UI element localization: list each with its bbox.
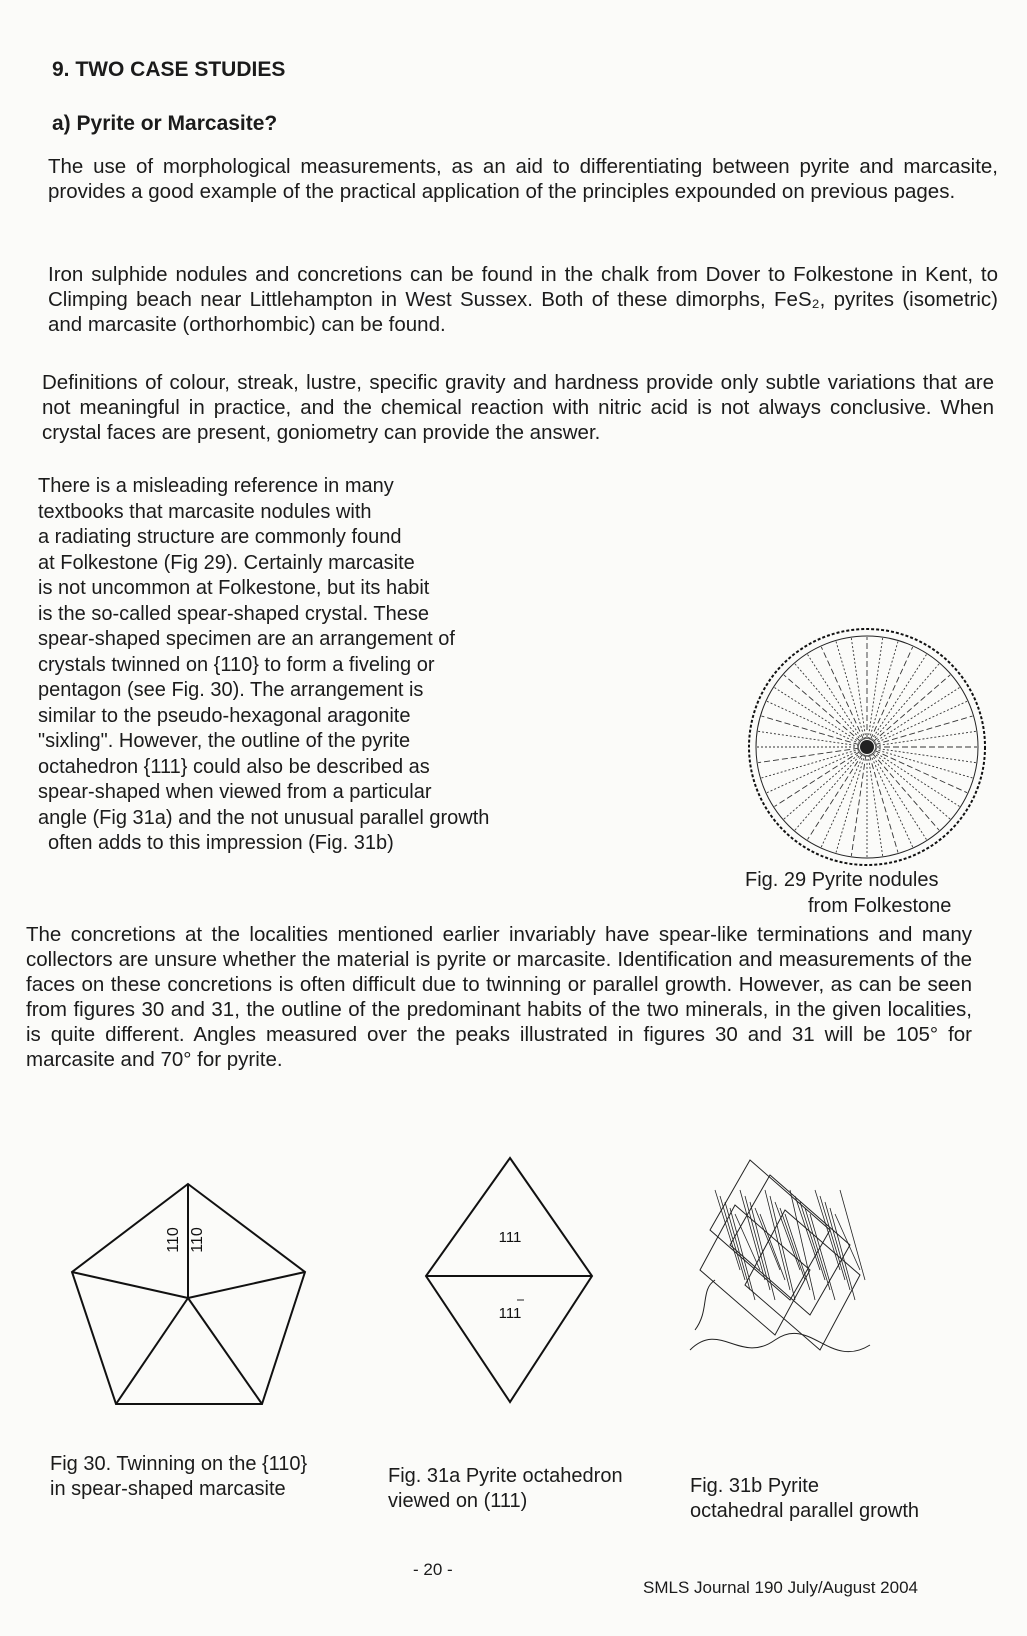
nodule-center	[860, 740, 874, 754]
paragraph-localities: Iron sulphide nodules and concretions can be found in the chalk from Dover to Folkestone in Kent, to Climping beach near Littlehampton in West Sussex. Both of these dimorphs, FeS₂, pyrites (isometric) and marcasite (orthorhombic) can be found.	[48, 263, 998, 336]
hatch-line	[770, 1196, 795, 1300]
text-line: a radiating structure are commonly found	[38, 526, 402, 548]
hatch-line	[810, 1214, 835, 1300]
hatch-line	[840, 1190, 865, 1280]
fig31b-parallel-growth-drawing	[680, 1150, 880, 1380]
nodule-ray	[774, 751, 860, 806]
twin-line	[188, 1298, 262, 1404]
fig30-pentagon-drawing	[60, 1170, 320, 1420]
nodule-ray	[761, 716, 859, 745]
text-line: textbooks that marcasite nodules with	[38, 500, 372, 523]
text-line: pentagon (see Fig. 30). The arrangement is	[38, 679, 424, 701]
hatch-line	[835, 1214, 860, 1270]
text-line: octahedron {111} could also be described as	[38, 755, 430, 778]
nodule-ray	[875, 731, 976, 746]
page-number: - 20 -	[413, 1560, 453, 1579]
hatch-line	[830, 1208, 855, 1300]
hatch-line	[730, 1208, 755, 1300]
text-line: is not uncommon at Folkestone, but its habit	[38, 577, 430, 599]
nodule-ray	[784, 752, 861, 819]
nodule-ray	[808, 754, 863, 840]
nodule-ray	[873, 675, 950, 742]
text-line: crystals twinned on {110} to form a fiveling or	[38, 653, 435, 676]
fig30-caption	[50, 1452, 307, 1502]
nodule-ray	[869, 641, 898, 739]
paragraph-concretions: The concretions at the localities mentioned earlier invariably have spear-like terminations and many collectors are unsure whether the material is pyrite or marcasite. Identification and measurements of the faces on these concretions is often difficult due to twinning or parallel growth. However, as can be seen from figures 30 and 31, the outline of the predominant habits of the two minerals, in the given localities, is quite different. Angles measured over the peaks illustrated in figures 30 and 31 will be 105° for marcasite and 70° for pyrite.	[26, 923, 972, 1071]
matrix-sketch	[695, 1280, 715, 1330]
paragraph-misleading-reference	[38, 474, 543, 857]
nodule-ray	[873, 752, 950, 819]
fig29-caption-line1: Fig. 29 Pyrite nodules	[745, 869, 939, 891]
nodule-ray	[851, 755, 866, 856]
hatch-line	[780, 1208, 805, 1280]
nodule-ray	[795, 664, 862, 741]
fig31a-caption	[388, 1464, 623, 1514]
nodule-ray	[871, 754, 926, 840]
text-line: angle (Fig 31a) and the not unusual parallel growth	[38, 806, 490, 829]
paragraph-intro: The use of morphological measurements, as an aid to differentiating between pyrite and marcasite, provides a good example of the practical application of the principles expounded on previous pages.	[48, 155, 998, 203]
paragraph-definitions: Definitions of colour, streak, lustre, specific gravity and hardness provide only subtle variations that are not meaningful in practice, and the chemical reaction with nitric acid is not always conclusive. When crystal faces are present, goniometry can provide the answer.	[42, 371, 994, 444]
nodule-ray	[758, 748, 859, 763]
fig30-label-left: 110	[165, 1227, 182, 1253]
hatch-line	[755, 1208, 780, 1270]
hatch-line	[735, 1214, 760, 1270]
nodule-ray	[761, 749, 859, 778]
octahedron-outline	[426, 1158, 592, 1402]
fig30-caption-line1: Fig 30. Twinning on the {110}	[50, 1453, 308, 1475]
nodule-ray	[758, 731, 859, 746]
nodule-ray	[836, 641, 865, 739]
fig31b-caption-line2: octahedral parallel growth	[690, 1500, 920, 1522]
fig30-caption-line2: in spear-shaped marcasite	[50, 1478, 286, 1500]
text-line: There is a misleading reference in many	[38, 475, 394, 497]
text-line: spear-shaped when viewed from a particular	[38, 781, 432, 803]
text-line: "sixling". However, the outline of the pyrite	[38, 730, 411, 752]
nodule-ray	[875, 716, 973, 745]
hatch-line	[825, 1202, 850, 1290]
nodule-ray	[868, 638, 883, 739]
section-heading: 9. TWO CASE STUDIES	[52, 58, 286, 81]
nodule-ray	[821, 647, 863, 740]
fig29-caption-line2: from Folkestone	[808, 895, 952, 917]
nodule-ray	[784, 675, 861, 742]
subsection-heading: a) Pyrite or Marcasite?	[52, 112, 278, 135]
text-line: spear-shaped specimen are an arrangement of	[38, 628, 455, 650]
nodule-ray	[875, 748, 976, 763]
text-line: is the so-called spear-shaped crystal. These	[38, 602, 429, 625]
fig29-nodule-drawing	[740, 620, 994, 874]
nodule-ray	[774, 688, 860, 743]
text-line: similar to the pseudo-hexagonal aragonite	[38, 704, 411, 727]
nodule-ray	[874, 751, 960, 806]
matrix-sketch	[690, 1333, 870, 1351]
nodule-ray	[869, 755, 898, 853]
nodule-ray	[872, 753, 939, 830]
nodule-ray	[872, 664, 939, 741]
hatching	[715, 1190, 865, 1300]
nodule-ray	[874, 750, 967, 792]
nodule-ray	[851, 638, 866, 739]
nodule-ray	[871, 654, 926, 740]
nodule-ray	[868, 755, 883, 856]
twin-line	[188, 1272, 305, 1298]
nodule-ray	[874, 688, 960, 743]
journal-footer: SMLS Journal 190 July/August 2004	[643, 1578, 919, 1597]
text-line: at Folkestone (Fig 29). Certainly marcasite	[38, 551, 415, 574]
hatch-line	[750, 1202, 775, 1300]
nodule-ray	[808, 654, 863, 740]
fig31a-label-bottom: 111	[498, 1305, 522, 1322]
twin-line	[116, 1298, 188, 1404]
fig31a-label-top: 111	[498, 1229, 522, 1246]
hatch-line	[760, 1214, 785, 1280]
twin-line	[72, 1272, 188, 1298]
fig31b-caption	[690, 1474, 919, 1524]
fig30-label-right: 110	[189, 1227, 206, 1253]
nodule-ray	[795, 753, 862, 830]
nodule-ray	[836, 755, 865, 853]
fig31b-caption-line1: Fig. 31b Pyrite	[690, 1475, 819, 1497]
hatch-line	[795, 1196, 820, 1270]
nodule-ray	[875, 749, 973, 778]
hatch-line	[740, 1190, 765, 1280]
fig31a-caption-line1: Fig. 31a Pyrite octahedron	[388, 1465, 623, 1487]
nodule-ray	[870, 647, 912, 740]
text-line: often adds to this impression (Fig. 31b)	[48, 832, 394, 854]
fig31a-caption-line2: viewed on (111)	[388, 1490, 528, 1512]
hatch-line	[805, 1208, 830, 1290]
fig31a-octahedron-drawing	[420, 1150, 600, 1410]
